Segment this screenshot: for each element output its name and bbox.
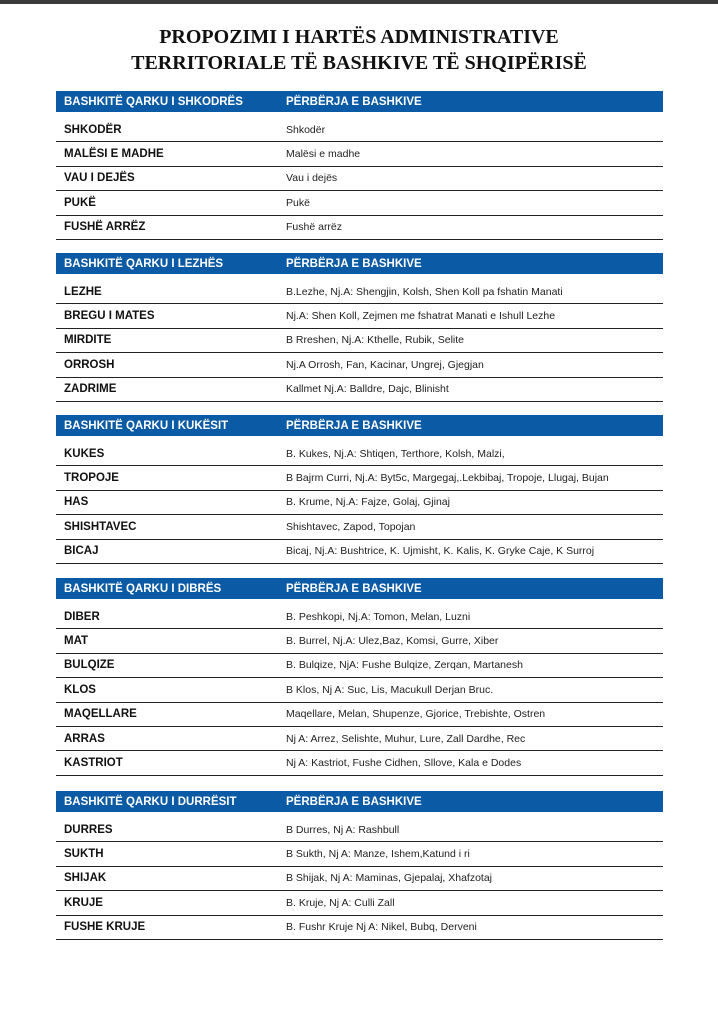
municipality-composition: B. Bulqize, NjA: Fushe Bulqize, Zerqan, Martanesh bbox=[286, 659, 523, 672]
table-row bbox=[56, 751, 663, 775]
municipality-composition: Nj.A Orrosh, Fan, Kacinar, Ungrej, Gjegjan bbox=[286, 358, 484, 371]
municipality-composition: B Shijak, Nj A: Maminas, Gjepalaj, Xhafzotaj bbox=[286, 872, 493, 885]
table-row bbox=[56, 540, 663, 564]
municipality-name: SHISHTAVEC bbox=[64, 520, 137, 533]
section-rows bbox=[56, 605, 663, 776]
section-rows bbox=[56, 442, 663, 564]
municipality-composition: Vau i dejës bbox=[286, 172, 338, 185]
table-row bbox=[56, 605, 663, 629]
section-header-column: PËRBËRJA E BASHKIVE bbox=[286, 257, 422, 270]
table-row bbox=[56, 191, 663, 215]
table-row bbox=[56, 118, 663, 142]
section-header bbox=[56, 253, 663, 274]
municipality-name: ORROSH bbox=[64, 358, 115, 371]
municipality-composition: Maqellare, Melan, Shupenze, Gjorice, Trebishte, Ostren bbox=[286, 708, 546, 721]
municipality-name: ZADRIME bbox=[64, 383, 117, 396]
table-row bbox=[56, 280, 663, 304]
page-title-line-1: PROPOZIMI I HARTËS ADMINISTRATIVE bbox=[159, 26, 559, 48]
municipality-composition: Nj.A: Shen Koll, Zejmen me fshatrat Manati e Ishull Lezhe bbox=[286, 310, 556, 323]
municipality-name: MIRDITE bbox=[64, 334, 112, 347]
qark-section bbox=[56, 415, 663, 564]
table-row bbox=[56, 678, 663, 702]
municipality-composition: B Klos, Nj A: Suc, Lis, Macukull Derjan Bruc. bbox=[286, 683, 494, 696]
municipality-composition: B Sukth, Nj A: Manze, Ishem,Katund i ri bbox=[286, 848, 470, 861]
page-title-line-2: TERRITORIALE TË BASHKIVE TË SHQIPËRISË bbox=[131, 52, 587, 74]
table-row bbox=[56, 727, 663, 751]
municipality-name: BREGU I MATES bbox=[64, 310, 155, 323]
table-row bbox=[56, 216, 663, 240]
municipality-composition: B. Burrel, Nj.A: Ulez,Baz, Komsi, Gurre, Xiber bbox=[286, 635, 499, 648]
section-header bbox=[56, 91, 663, 112]
municipality-name: MAQELLARE bbox=[64, 708, 137, 721]
municipality-name: SHIJAK bbox=[64, 872, 107, 885]
municipality-composition: B Durres, Nj A: Rashbull bbox=[286, 823, 400, 836]
municipality-composition: B Rreshen, Nj.A: Kthelle, Rubik, Selite bbox=[286, 334, 464, 347]
table-row bbox=[56, 703, 663, 727]
section-rows bbox=[56, 280, 663, 402]
page-title bbox=[0, 24, 718, 76]
section-rows bbox=[56, 118, 663, 240]
municipality-name: BICAJ bbox=[64, 545, 99, 558]
municipality-name: SHKODËR bbox=[64, 123, 122, 136]
municipality-name: HAS bbox=[64, 496, 89, 509]
municipality-name: LEZHE bbox=[64, 285, 102, 298]
municipality-name: DURRES bbox=[64, 823, 113, 836]
section-header bbox=[56, 791, 663, 812]
section-header-column: PËRBËRJA E BASHKIVE bbox=[286, 419, 422, 432]
municipality-name: BULQIZE bbox=[64, 659, 115, 672]
table-row bbox=[56, 329, 663, 353]
municipality-name: KLOS bbox=[64, 683, 96, 696]
municipality-composition: Malësi e madhe bbox=[286, 148, 361, 161]
section-header-column: PËRBËRJA E BASHKIVE bbox=[286, 795, 422, 808]
table-row bbox=[56, 654, 663, 678]
municipality-name: FUSHE KRUJE bbox=[64, 921, 146, 934]
table-row bbox=[56, 466, 663, 490]
municipality-composition: Fushë arrëz bbox=[286, 221, 343, 234]
table-row bbox=[56, 378, 663, 402]
section-header-column: PËRBËRJA E BASHKIVE bbox=[286, 582, 422, 595]
qark-section bbox=[56, 91, 663, 240]
municipality-composition: B. Kruje, Nj A: Culli Zall bbox=[286, 896, 395, 909]
section-header bbox=[56, 578, 663, 599]
municipality-name: VAU I DEJËS bbox=[64, 172, 135, 185]
municipality-composition: B. Fushr Kruje Nj A: Nikel, Bubq, Derveni bbox=[286, 921, 477, 934]
municipality-name: MALËSI E MADHE bbox=[64, 148, 164, 161]
municipality-name: KUKES bbox=[64, 447, 105, 460]
table-row bbox=[56, 916, 663, 940]
municipality-composition: B. Krume, Nj.A: Fajze, Golaj, Gjinaj bbox=[286, 496, 450, 509]
table-row bbox=[56, 304, 663, 328]
table-row bbox=[56, 891, 663, 915]
municipality-name: SUKTH bbox=[64, 848, 104, 861]
section-header-title: BASHKITË QARKU I DURRËSIT bbox=[64, 795, 237, 808]
municipality-name: DIBER bbox=[64, 610, 100, 623]
municipality-name: KASTRIOT bbox=[64, 757, 123, 770]
qark-section bbox=[56, 791, 663, 940]
municipality-name: FUSHË ARRËZ bbox=[64, 221, 146, 234]
municipality-name: KRUJE bbox=[64, 896, 103, 909]
municipality-name: TROPOJE bbox=[64, 472, 119, 485]
municipality-composition: Bicaj, Nj.A: Bushtrice, K. Ujmisht, K. Kalis, K. Gryke Caje, K Surroj bbox=[286, 545, 595, 558]
municipality-composition: Nj A: Arrez, Selishte, Muhur, Lure, Zall Dardhe, Rec bbox=[286, 732, 526, 745]
section-header-title: BASHKITË QARKU I DIBRËS bbox=[64, 582, 222, 595]
table-row bbox=[56, 142, 663, 166]
table-row bbox=[56, 491, 663, 515]
municipality-name: ARRAS bbox=[64, 732, 105, 745]
qark-section bbox=[56, 578, 663, 776]
municipality-composition: Kallmet Nj.A: Balldre, Dajc, Blinisht bbox=[286, 383, 449, 396]
municipality-composition: Nj A: Kastriot, Fushe Cidhen, Sllove, Kala e Dodes bbox=[286, 757, 522, 770]
municipality-composition: B. Peshkopi, Nj.A: Tomon, Melan, Luzni bbox=[286, 610, 471, 623]
municipality-composition: Pukë bbox=[286, 196, 310, 209]
table-row bbox=[56, 629, 663, 653]
municipality-composition: Shkodër bbox=[286, 123, 326, 136]
table-row bbox=[56, 818, 663, 842]
table-row bbox=[56, 842, 663, 866]
table-row bbox=[56, 167, 663, 191]
section-header-column: PËRBËRJA E BASHKIVE bbox=[286, 95, 422, 108]
section-header-title: BASHKITË QARKU I KUKËSIT bbox=[64, 419, 229, 432]
table-row bbox=[56, 867, 663, 891]
top-bar bbox=[0, 0, 718, 4]
section-rows bbox=[56, 818, 663, 940]
municipality-name: PUKË bbox=[64, 196, 96, 209]
table-row bbox=[56, 353, 663, 377]
municipality-name: MAT bbox=[64, 635, 89, 648]
section-header-title: BASHKITË QARKU I LEZHËS bbox=[64, 257, 224, 270]
section-header bbox=[56, 415, 663, 436]
table-row bbox=[56, 442, 663, 466]
municipality-composition: Shishtavec, Zapod, Topojan bbox=[286, 520, 416, 533]
section-header-title: BASHKITË QARKU I SHKODRËS bbox=[64, 95, 243, 108]
municipality-composition: B. Kukes, Nj.A: Shtiqen, Terthore, Kolsh, Malzi, bbox=[286, 447, 505, 460]
municipality-composition: B.Lezhe, Nj.A: Shengjin, Kolsh, Shen Koll pa fshatin Manati bbox=[286, 285, 563, 298]
municipality-composition: B Bajrm Curri, Nj.A: Byt5c, Margegaj,.Lekbibaj, Tropoje, Llugaj, Bujan bbox=[286, 472, 609, 485]
table-row bbox=[56, 515, 663, 539]
qark-section bbox=[56, 253, 663, 402]
